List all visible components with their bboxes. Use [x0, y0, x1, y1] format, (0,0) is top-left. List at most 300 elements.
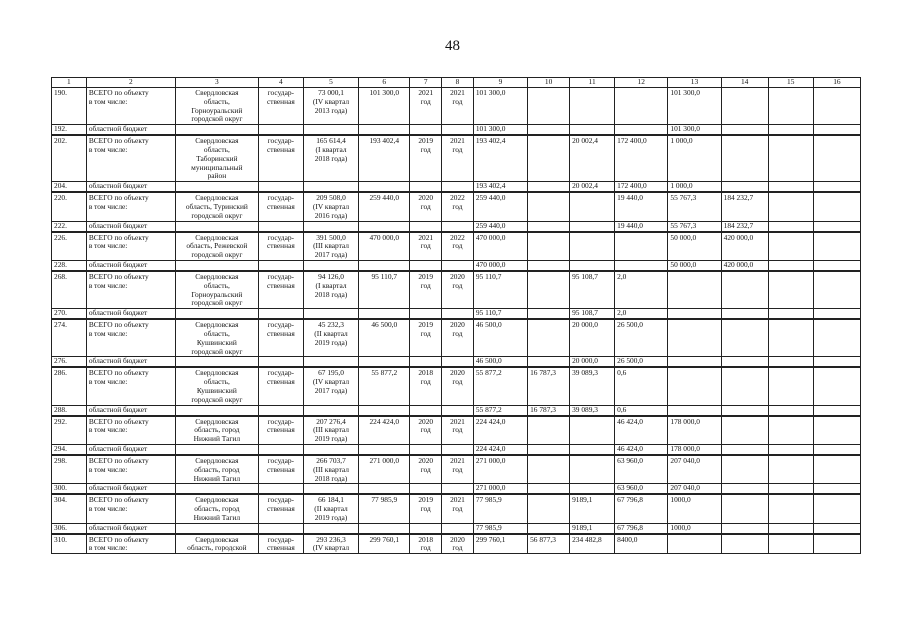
end-year	[442, 444, 474, 455]
object-total-row	[52, 455, 861, 484]
amount-col-11: 39 089,3	[570, 405, 615, 416]
amount-col-15	[768, 309, 813, 320]
capacity	[303, 444, 358, 455]
amount-col-10: 16 787,3	[528, 405, 570, 416]
object-total-row	[52, 135, 861, 181]
amount-col-16	[813, 534, 860, 554]
ownership-form	[258, 309, 303, 320]
column-number: 15	[768, 78, 813, 88]
location: Свердловская область, город Нижний Тагил	[175, 416, 258, 445]
column-number: 4	[258, 78, 303, 88]
amount-col-11	[570, 125, 615, 136]
row-number: 298.	[52, 455, 87, 484]
amount-col-12: 172 400,0	[615, 135, 668, 181]
amount-col-11: 20 002,4	[570, 182, 615, 193]
start-year: 2018 год	[410, 534, 442, 554]
amount-col-16	[813, 367, 860, 405]
amount-col-15	[768, 182, 813, 193]
row-number: 300.	[52, 484, 87, 495]
amount-col-13: 1 000,0	[668, 135, 721, 181]
amount-col-11	[570, 192, 615, 221]
amount-col-11: 20 000,0	[570, 357, 615, 368]
amount-col-14	[721, 135, 768, 181]
amount-col-16	[813, 309, 860, 320]
amount-col-14	[721, 88, 768, 125]
ownership-form	[258, 125, 303, 136]
amount-total: 193 402,4	[473, 182, 527, 193]
capacity	[303, 182, 358, 193]
row-number: 204.	[52, 182, 87, 193]
amount-col-15	[768, 357, 813, 368]
amount-col-10	[528, 232, 570, 261]
amount-col-14: 184 232,7	[721, 221, 768, 232]
estimated-cost	[359, 484, 410, 495]
amount-col-15	[768, 444, 813, 455]
amount-col-16	[813, 484, 860, 495]
location: Свердловская область, Кушвинский городской округ	[175, 319, 258, 357]
ownership-form: государ- ственная	[258, 494, 303, 523]
estimated-cost	[359, 221, 410, 232]
amount-col-11	[570, 484, 615, 495]
amount-col-15	[768, 135, 813, 181]
estimated-cost: 271 000,0	[359, 455, 410, 484]
amount-col-10	[528, 260, 570, 271]
column-number: 2	[86, 78, 175, 88]
ownership-form: государ- ственная	[258, 192, 303, 221]
estimated-cost: 95 110,7	[359, 271, 410, 309]
amount-col-10	[528, 416, 570, 445]
amount-col-11: 9189,1	[570, 523, 615, 534]
amount-col-10	[528, 319, 570, 357]
start-year	[410, 357, 442, 368]
end-year	[442, 523, 474, 534]
amount-col-12: 63 960,0	[615, 455, 668, 484]
start-year: 2021 год	[410, 232, 442, 261]
amount-col-14	[721, 494, 768, 523]
row-number: 310.	[52, 534, 87, 554]
amount-total: 470 000,0	[473, 232, 527, 261]
estimated-cost	[359, 309, 410, 320]
amount-col-15	[768, 232, 813, 261]
row-number: 268.	[52, 271, 87, 309]
end-year: 2021 год	[442, 455, 474, 484]
ownership-form	[258, 405, 303, 416]
capacity	[303, 125, 358, 136]
investment-table	[51, 77, 861, 554]
end-year: 2021 год	[442, 135, 474, 181]
location: Свердловская область, Режевской городской округ	[175, 232, 258, 261]
amount-total: 77 985,9	[473, 494, 527, 523]
ownership-form	[258, 484, 303, 495]
object-name: областной бюджет	[86, 125, 175, 136]
amount-col-11	[570, 444, 615, 455]
amount-col-10	[528, 494, 570, 523]
location: Свердловская область, город Нижний Тагил	[175, 494, 258, 523]
row-number: 274.	[52, 319, 87, 357]
location: Свердловская область, Туринский городской округ	[175, 192, 258, 221]
row-number: 226.	[52, 232, 87, 261]
amount-col-12: 46 424,0	[615, 444, 668, 455]
amount-col-16	[813, 455, 860, 484]
amount-col-11: 20 002,4	[570, 135, 615, 181]
estimated-cost	[359, 444, 410, 455]
end-year	[442, 357, 474, 368]
amount-col-14	[721, 271, 768, 309]
amount-col-16	[813, 523, 860, 534]
amount-total: 55 877,2	[473, 405, 527, 416]
amount-col-16	[813, 271, 860, 309]
row-number: 286.	[52, 367, 87, 405]
amount-total: 46 500,0	[473, 319, 527, 357]
start-year: 2021 год	[410, 88, 442, 125]
location	[175, 405, 258, 416]
start-year: 2019 год	[410, 271, 442, 309]
amount-col-16	[813, 260, 860, 271]
amount-col-14	[721, 455, 768, 484]
location: Свердловская область, Горноуральский городской округ	[175, 271, 258, 309]
amount-col-13	[668, 271, 721, 309]
object-total-row	[52, 494, 861, 523]
amount-col-14	[721, 484, 768, 495]
budget-row	[52, 405, 861, 416]
estimated-cost	[359, 357, 410, 368]
amount-col-11	[570, 455, 615, 484]
start-year: 2019 год	[410, 494, 442, 523]
row-number: 192.	[52, 125, 87, 136]
amount-col-12: 67 796,8	[615, 523, 668, 534]
amount-col-14	[721, 367, 768, 405]
estimated-cost	[359, 125, 410, 136]
amount-col-11: 39 089,3	[570, 367, 615, 405]
start-year	[410, 405, 442, 416]
row-number: 294.	[52, 444, 87, 455]
object-name: ВСЕГО по объекту в том числе:	[86, 534, 175, 554]
end-year	[442, 182, 474, 193]
amount-total: 224 424,0	[473, 416, 527, 445]
amount-total: 77 985,9	[473, 523, 527, 534]
page-number: 48	[445, 38, 460, 54]
column-number: 9	[473, 78, 527, 88]
ownership-form	[258, 182, 303, 193]
start-year	[410, 260, 442, 271]
object-total-row	[52, 271, 861, 309]
object-total-row	[52, 367, 861, 405]
row-number: 220.	[52, 192, 87, 221]
amount-col-12: 0,6	[615, 405, 668, 416]
amount-col-16	[813, 405, 860, 416]
capacity: 45 232,3 (II квартал 2019 года)	[303, 319, 358, 357]
amount-col-12	[615, 88, 668, 125]
object-total-row	[52, 192, 861, 221]
amount-col-13	[668, 309, 721, 320]
amount-col-15	[768, 484, 813, 495]
object-total-row	[52, 88, 861, 125]
object-name: областной бюджет	[86, 484, 175, 495]
location	[175, 523, 258, 534]
object-name: ВСЕГО по объекту в том числе:	[86, 455, 175, 484]
object-name: областной бюджет	[86, 221, 175, 232]
capacity	[303, 357, 358, 368]
amount-col-16	[813, 88, 860, 125]
capacity: 209 508,0 (IV квартал 2016 года)	[303, 192, 358, 221]
capacity	[303, 523, 358, 534]
budget-row	[52, 309, 861, 320]
amount-col-13: 50 000,0	[668, 232, 721, 261]
column-number: 3	[175, 78, 258, 88]
object-name: ВСЕГО по объекту в том числе:	[86, 494, 175, 523]
amount-col-14	[721, 405, 768, 416]
amount-col-13	[668, 405, 721, 416]
object-name: ВСЕГО по объекту в том числе:	[86, 192, 175, 221]
capacity	[303, 484, 358, 495]
location	[175, 260, 258, 271]
ownership-form	[258, 444, 303, 455]
estimated-cost: 299 760,1	[359, 534, 410, 554]
start-year	[410, 309, 442, 320]
row-number: 292.	[52, 416, 87, 445]
amount-col-14	[721, 534, 768, 554]
amount-total: 470 000,0	[473, 260, 527, 271]
budget-row	[52, 357, 861, 368]
amount-col-15	[768, 260, 813, 271]
amount-col-14: 184 232,7	[721, 192, 768, 221]
object-name: областной бюджет	[86, 357, 175, 368]
start-year: 2020 год	[410, 455, 442, 484]
object-name: ВСЕГО по объекту в том числе:	[86, 135, 175, 181]
end-year: 2021 год	[442, 88, 474, 125]
location	[175, 444, 258, 455]
estimated-cost	[359, 182, 410, 193]
amount-col-14	[721, 125, 768, 136]
amount-col-12	[615, 260, 668, 271]
amount-col-11: 95 108,7	[570, 271, 615, 309]
end-year: 2021 год	[442, 494, 474, 523]
end-year: 2020 год	[442, 271, 474, 309]
amount-col-10	[528, 357, 570, 368]
ownership-form	[258, 523, 303, 534]
budget-row	[52, 444, 861, 455]
start-year	[410, 523, 442, 534]
amount-col-11: 95 108,7	[570, 309, 615, 320]
amount-col-16	[813, 357, 860, 368]
column-number: 8	[442, 78, 474, 88]
start-year	[410, 125, 442, 136]
location: Свердловская область, Таборинский муниципальный район	[175, 135, 258, 181]
amount-col-15	[768, 523, 813, 534]
ownership-form: государ- ственная	[258, 271, 303, 309]
amount-col-14: 420 000,0	[721, 232, 768, 261]
amount-col-15	[768, 405, 813, 416]
amount-col-13: 55 767,3	[668, 192, 721, 221]
amount-col-15	[768, 534, 813, 554]
amount-total: 95 110,7	[473, 271, 527, 309]
estimated-cost: 193 402,4	[359, 135, 410, 181]
start-year	[410, 221, 442, 232]
amount-col-11	[570, 88, 615, 125]
object-name: областной бюджет	[86, 309, 175, 320]
object-total-row	[52, 416, 861, 445]
object-name: ВСЕГО по объекту в том числе:	[86, 88, 175, 125]
amount-total: 271 000,0	[473, 455, 527, 484]
amount-col-15	[768, 455, 813, 484]
amount-col-15	[768, 88, 813, 125]
object-name: ВСЕГО по объекту в том числе:	[86, 416, 175, 445]
amount-col-13	[668, 367, 721, 405]
location	[175, 221, 258, 232]
ownership-form: государ- ственная	[258, 319, 303, 357]
end-year: 2022 год	[442, 192, 474, 221]
amount-col-12	[615, 232, 668, 261]
amount-col-14	[721, 357, 768, 368]
estimated-cost: 46 500,0	[359, 319, 410, 357]
amount-col-12: 63 960,0	[615, 484, 668, 495]
amount-col-10	[528, 135, 570, 181]
column-number: 11	[570, 78, 615, 88]
column-number: 16	[813, 78, 860, 88]
capacity: 266 703,7 (III квартал 2018 года)	[303, 455, 358, 484]
start-year: 2019 год	[410, 319, 442, 357]
amount-col-13: 50 000,0	[668, 260, 721, 271]
capacity	[303, 405, 358, 416]
column-number: 5	[303, 78, 358, 88]
estimated-cost	[359, 523, 410, 534]
location: Свердловская область, город Нижний Тагил	[175, 455, 258, 484]
budget-row	[52, 125, 861, 136]
capacity: 207 276,4 (III квартал 2019 года)	[303, 416, 358, 445]
capacity: 293 236,3 (IV квартал	[303, 534, 358, 554]
estimated-cost	[359, 260, 410, 271]
amount-col-14: 420 000,0	[721, 260, 768, 271]
budget-row	[52, 182, 861, 193]
estimated-cost: 470 000,0	[359, 232, 410, 261]
amount-col-11: 20 000,0	[570, 319, 615, 357]
amount-col-10	[528, 484, 570, 495]
amount-col-14	[721, 309, 768, 320]
capacity: 73 000,1 (IV квартал 2013 года)	[303, 88, 358, 125]
budget-row	[52, 484, 861, 495]
amount-total: 259 440,0	[473, 192, 527, 221]
end-year: 2020 год	[442, 534, 474, 554]
capacity	[303, 309, 358, 320]
row-number: 202.	[52, 135, 87, 181]
amount-col-16	[813, 221, 860, 232]
row-number: 304.	[52, 494, 87, 523]
amount-col-10	[528, 444, 570, 455]
budget-row	[52, 221, 861, 232]
ownership-form: государ- ственная	[258, 367, 303, 405]
amount-col-16	[813, 135, 860, 181]
end-year	[442, 405, 474, 416]
column-number: 14	[721, 78, 768, 88]
location	[175, 182, 258, 193]
capacity: 94 126,0 (I квартал 2018 года)	[303, 271, 358, 309]
amount-col-13	[668, 319, 721, 357]
end-year: 2020 год	[442, 367, 474, 405]
estimated-cost: 259 440,0	[359, 192, 410, 221]
amount-col-16	[813, 319, 860, 357]
capacity: 66 184,1 (II квартал 2019 года)	[303, 494, 358, 523]
amount-col-13: 1000,0	[668, 494, 721, 523]
amount-total: 193 402,4	[473, 135, 527, 181]
end-year: 2020 год	[442, 319, 474, 357]
amount-col-12: 8400,0	[615, 534, 668, 554]
location	[175, 125, 258, 136]
ownership-form	[258, 260, 303, 271]
amount-col-14	[721, 444, 768, 455]
amount-col-11: 9189,1	[570, 494, 615, 523]
amount-total: 271 000,0	[473, 484, 527, 495]
ownership-form	[258, 357, 303, 368]
end-year	[442, 125, 474, 136]
amount-col-13	[668, 534, 721, 554]
end-year	[442, 221, 474, 232]
object-name: ВСЕГО по объекту в том числе:	[86, 367, 175, 405]
capacity: 165 614,4 (I квартал 2018 года)	[303, 135, 358, 181]
location: Свердловская область, городской	[175, 534, 258, 554]
object-total-row	[52, 319, 861, 357]
column-number-row	[52, 78, 861, 88]
amount-total: 55 877,2	[473, 367, 527, 405]
row-number: 270.	[52, 309, 87, 320]
object-name: областной бюджет	[86, 405, 175, 416]
amount-col-15	[768, 271, 813, 309]
amount-col-10: 16 787,3	[528, 367, 570, 405]
amount-col-13: 55 767,3	[668, 221, 721, 232]
amount-col-10	[528, 455, 570, 484]
amount-col-13: 101 300,0	[668, 88, 721, 125]
column-number: 13	[668, 78, 721, 88]
ownership-form	[258, 221, 303, 232]
amount-col-12: 67 796,8	[615, 494, 668, 523]
amount-total: 224 424,0	[473, 444, 527, 455]
start-year: 2018 год	[410, 367, 442, 405]
column-number: 1	[52, 78, 87, 88]
object-name: ВСЕГО по объекту в том числе:	[86, 232, 175, 261]
start-year	[410, 182, 442, 193]
amount-col-13: 101 300,0	[668, 125, 721, 136]
amount-col-12: 26 500,0	[615, 357, 668, 368]
amount-col-12: 46 424,0	[615, 416, 668, 445]
amount-col-14	[721, 523, 768, 534]
budget-row	[52, 260, 861, 271]
amount-total: 259 440,0	[473, 221, 527, 232]
amount-col-13: 1 000,0	[668, 182, 721, 193]
estimated-cost: 55 877,2	[359, 367, 410, 405]
amount-col-15	[768, 416, 813, 445]
amount-col-12: 19 440,0	[615, 192, 668, 221]
amount-col-16	[813, 416, 860, 445]
capacity: 391 500,0 (III квартал 2017 года)	[303, 232, 358, 261]
amount-col-10	[528, 192, 570, 221]
ownership-form: государ- ственная	[258, 135, 303, 181]
amount-col-16	[813, 125, 860, 136]
amount-col-13: 178 000,0	[668, 444, 721, 455]
estimated-cost: 77 985,9	[359, 494, 410, 523]
ownership-form: государ- ственная	[258, 232, 303, 261]
amount-col-13: 178 000,0	[668, 416, 721, 445]
amount-col-10	[528, 271, 570, 309]
amount-col-16	[813, 444, 860, 455]
amount-col-12: 26 500,0	[615, 319, 668, 357]
amount-col-11: 234 482,8	[570, 534, 615, 554]
budget-row	[52, 523, 861, 534]
amount-col-16	[813, 232, 860, 261]
object-name: областной бюджет	[86, 444, 175, 455]
amount-col-13: 1000,0	[668, 523, 721, 534]
amount-total: 299 760,1	[473, 534, 527, 554]
start-year	[410, 444, 442, 455]
location	[175, 484, 258, 495]
